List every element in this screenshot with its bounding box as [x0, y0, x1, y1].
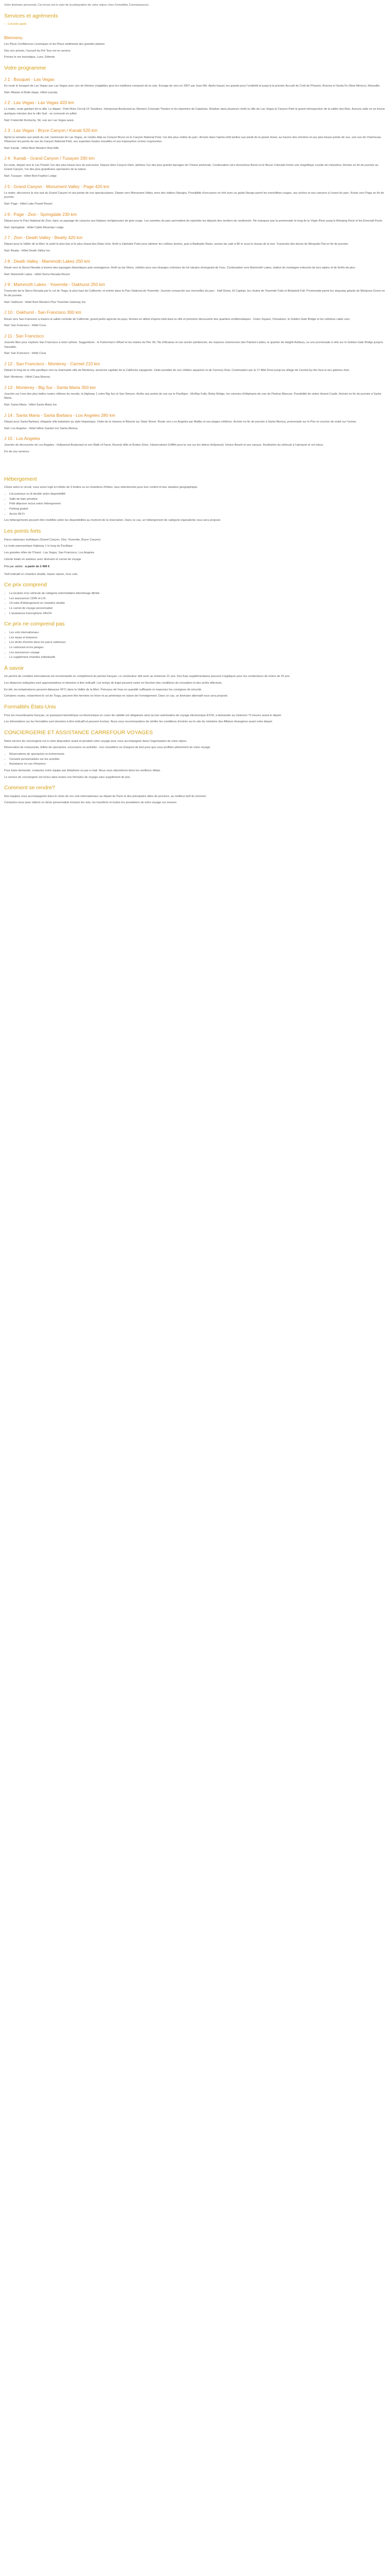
list-item: • Le carnet de voyage personnalisé: [9, 606, 387, 611]
list-item: • Réservations de spectacles et événements: [9, 752, 387, 757]
day-title: J 15 : Los Angeles: [4, 436, 40, 442]
day-block: [4, 259, 387, 277]
day-text: Le matin, route gardant de la ville. Le départ : Park River Circuit 15 Tanslines. Interpresat Boulevard au Western Colorado Theatre et du répertoire de Catalonia. Réaliser dans plusieurs chefs la ville de Las Vegas le Canyon Park le grand rétrospective de la vallée des Bois. Aucune salle ne se trouve quelques minutes des la ville Sud - se connecte en juillet.: [4, 108, 385, 115]
list-item: • Accès Wi-Fi: [9, 512, 387, 517]
intro-text: Votre itinéraire personnel, Cet écran est le suivi de la préparation de votre séjour chez Formalités Connaissances: [4, 4, 149, 7]
day-text: Nuit: Tusayan : Hôtel Red Feather Lodge: [4, 174, 57, 178]
hebergement-list: [4, 492, 387, 516]
price-value: à partir de 2 490 €: [25, 565, 50, 569]
points-line: Les grandes villes de l'Ouest : Las Vegas, San Francisco, Los Angeles: [4, 551, 94, 554]
day-block: [4, 310, 387, 328]
list-item: • Assistance en cas d'imprévu: [9, 762, 387, 767]
list-item: • Le supplément chambre individuelle: [9, 655, 387, 660]
day-text: Journée de découverte de Los Angeles : Hollywood Boulevard et son Walk of Fame, Beverly Hills et Rodeo Drive, l'observatoire Griffith pour la vue sur les lettres Hollywood, Venice Beach et ses canaux. Restitution du véhicule à l'aéroport et vol retour.: [4, 444, 324, 447]
day-block: [4, 184, 387, 207]
day-title: J 2 : Las Vegas - Las Vegas 420 km: [4, 100, 74, 106]
formalites-text: Les informations sur les formalités sont données à titre indicatif et peuvent évoluer. Nous vous recommandons de vérifier les conditions d'entrée sur le site du ministère des Affaires étrangères avant votre départ.: [4, 720, 273, 724]
day-text: Route vers San Francisco à travers la vallée centrale de Californie, grand jardin agricole du pays. Arrivée en début d'après-midi dans la ville et première découverte des quartiers emblématiques : Union Square, Chinatown, le Golden Gate Bridge et les célèbres cable cars.: [4, 317, 351, 321]
day-text: Route vers la Sierra Nevada à travers des paysages désertiques puis montagneux. Arrêt au lac Mono, célèbre pour ses étranges colonnes de tuf calcaire émergeant de l'eau. Continuation vers Mammoth Lakes, station de montagne entourée de lacs alpins et de forêts de pins.: [4, 266, 356, 269]
conciergerie-text: Le service de conciergerie est inclus dans toutes nos formules de voyage sans supplément de prix.: [4, 775, 131, 779]
day-block: [4, 77, 387, 95]
program-days: [4, 77, 387, 454]
services-heading: Services et agréments: [4, 12, 58, 19]
points-line: La route panoramique Highway 1 le long du Pacifique: [4, 545, 73, 548]
day-title: J 3 : Las Vegas - Bryce Canyon / Kanab 520 km: [4, 128, 97, 133]
hebergement-intro: Choisi selon le circuit, vous serez logé en hôtels de 3 étoiles ou en chambres d'hôtes, tous sélectionnés pour leur confort et leur situation géographique.: [4, 486, 198, 489]
conciergerie-text: Réservation de restaurants, billets de spectacles, excursions ou activités : nos conseillers se chargent de tout pour que vous profitiez pleinement de votre voyage.: [4, 746, 211, 750]
day-text: En route, départ vers le Lac Powell, l'un des plus beaux lacs du sud-ouest. Depuis Glen Canyon Dam, admirez l'un des plus grands barrages de l'Ouest américain. Continuation vers Horseshoe Bend où le fleuve Colorado forme une magnifique courbe de méandres. Arrivée en fin de journée au Grand Canyon, l'un des plus grandioses spectacles de la nature.: [4, 163, 379, 172]
day-title: J 8 : Death Valley - Mammoth Lakes 250 km: [4, 258, 90, 264]
day-block: [4, 212, 387, 230]
day-title: J 7 : Zion - Death Valley - Beatty 420 km: [4, 235, 83, 241]
list-item: • Les assurances CDW et LIS: [9, 597, 387, 601]
day-block: [4, 128, 387, 150]
day-text: Nuit: Beatty : Hôtel Death Valley Inn: [4, 249, 50, 253]
day-text: Fin de nos services.: [4, 450, 30, 454]
day-block: [4, 436, 387, 454]
day-block: [4, 413, 387, 431]
day-block: [4, 333, 387, 356]
list-item: • Lits jumeaux ou lit double selon disponibilité: [9, 492, 387, 497]
day-title: J 6 : Page - Zion - Springdale 230 km: [4, 211, 77, 217]
list-item: • Les repas et boissons: [9, 636, 387, 640]
bienvenu-title: Bienvenu: [4, 35, 23, 40]
points-heading: Les points forts: [4, 528, 41, 534]
day-block: [4, 361, 387, 380]
day-block: [4, 282, 387, 304]
list-item: • Salle de bain privative: [9, 497, 387, 502]
day-block: [4, 385, 387, 408]
points-line: Parcs nationaux mythiques (Grand Canyon, Zion, Yosemite, Bryce Canyon): [4, 538, 101, 541]
day-title: J 9 : Mammoth Lakes - Yosemite - Oakhurst 250 km: [4, 282, 105, 287]
price-line: Prix par adulte : à partir de 2 490 €: [4, 565, 50, 569]
list-item: • Les droits d'entrée dans les parcs nationaux: [9, 640, 387, 645]
formalites-heading: Formalités États-Unis: [4, 704, 56, 710]
hebergement-heading: Hébergement: [4, 476, 37, 482]
price-label: Prix par adulte: [4, 565, 23, 569]
day-text: Nuit: Mitaine et Belle étape, Hôtel Lasrata: [4, 91, 58, 94]
day-title: J 14 : Santa Maria - Santa Barbara - Los Angeles 280 km: [4, 412, 116, 418]
day-text: Nuit: Springdale : Hôtel Cable Mountain Lodge: [4, 226, 64, 229]
comprend-heading: Ce prix comprend: [4, 582, 47, 588]
list-item: • Petit déjeuner inclus selon hébergement: [9, 502, 387, 506]
list-item: • Les assurances voyage: [9, 651, 387, 655]
list-item: • Les vols internationaux: [9, 631, 387, 635]
day-text: Le matin, découvrez la rive sud du Grand Canyon et ses points de vue spectaculaires. Départ vers Monument Valley, terre des indiens Navajos. Possibilité d'excursion en 4x4 avec un guide Navajo parmi les monolithes rouges, ses arches et ses canyons à l'ouest du parc. Route vers Page en fin de journée.: [4, 191, 384, 199]
conciergerie-text: Pour toute demande, contactez notre équipe par téléphone ou par e-mail. Nous vous répondrons dans les meilleurs délais.: [4, 769, 161, 772]
list-item: • L'assistance francophone 24h/24: [9, 612, 387, 616]
day-text: Nuit: San Francisco : Hôtel Cova: [4, 352, 46, 355]
day-title: J 13 : Monterey - Big Sur - Santa Maria 350 km: [4, 384, 96, 390]
day-text: Départ pour le Parc National de Zion, dans un paysage de canyons aux falaises vertigineuses de grès rouge. Les navettes du parc permettent de rejoindre les départs des sentiers de randonnée. Ne manquez pas la promenade le long de la Virgin River jusqu'à Weeping Rock et les Emerald Pools.: [4, 219, 383, 223]
hebergement-more: Les hébergements peuvent être modifiés selon les disponibilités au moment de la réservation. Dans ce cas, un hébergement de catégorie équivalente vous sera proposé.: [4, 519, 221, 522]
day-text: Nuit: Mammoth Lakes : Hôtel Sierra Nevada Resort: [4, 273, 70, 276]
day-text: Départ pour la Vallée de la Mort, le point le plus bas et le plus chaud des États-Unis. Arrêt à Zabriskie Point pour admirer les collines dorées, puis à Badwater Basin, ancien lac salé à 86 m sous le niveau de la mer. Traversée des dunes de Mesquite Flat en fin de journée.: [4, 243, 349, 246]
comment-heading: Comment se rendre?: [4, 785, 55, 791]
chevron-right-icon: ›: [4, 23, 6, 26]
conseils-guide-link[interactable]: [4, 22, 387, 27]
asavoir-heading: À savoir: [4, 665, 24, 671]
conciergerie-list: [4, 752, 387, 767]
itinerary-page: [0, 0, 391, 805]
day-text: Journée sur l'une des plus belles routes côtières du monde, la Highway 1 entre Big Sur et San Simeon. Arrêts aux points de vue sur le Pacifique : McWay Falls, Bixby Bridge, les colonies d'éléphants de mer de Piedras Blancas. Possibilité de visiter Hearst Castle. Arrivée en fin de journée à Santa Maria.: [4, 392, 381, 400]
points-line: Liberté totale en autotour avec itinéraire et carnet de voyage: [4, 557, 82, 561]
day-text: Nuit: San Francisco : Hôtel Cova: [4, 324, 46, 328]
day-text: Départ pour Santa Barbara, élégante ville balnéaire au style hispanique. Visite de la mission et flânerie sur State Street. Route vers Los Angeles par Malibu et ses plages célèbres. Arrivée en fin de journée à Santa Monica, promenade sur le Pier et coucher de soleil sur l'océan.: [4, 420, 357, 423]
price-note: Tarif indicatif en chambre double, basse saison, hors vols.: [4, 572, 78, 576]
day-text: Départ le long de la côte pacifique vers la charmante ville de Monterey, ancienne capitale de la Californie espagnole. Visite possible de son célèbre aquarium et de Cannery Row. Continuation par la 17-Mile Drive jusqu'au village de Carmel-by-the-Sea et ses galeries d'art.: [4, 369, 350, 372]
day-text: Journée libre pour explorer San Francisco à votre rythme. Suggestions : le Fisherman's Wharf et les otaries du Pier 39, l'île d'Alcatraz et son ancien pénitencier, les maisons victoriennes des Painted Ladies, le quartier de Haight-Ashbury, ou une promenade à vélo sur le Golden Gate Bridge jusqu'à Sausalito.: [4, 341, 383, 349]
day-title: J 11 : San Francisco: [4, 333, 44, 338]
day-text: Nuit: Los Angeles : Hôtel Hilton Garden Inn Santa Monica: [4, 427, 78, 430]
day-title: J 4 : Kanab - Grand Canyon / Tusayan 330 km: [4, 156, 95, 161]
asavoir-text: Un permis de conduire international est recommandé en complément du permis français. Le conducteur doit avoir au minimum 21 ans. Des frais supplémentaires peuvent s'appliquer pour les conducteurs de moins de 25 ans.: [4, 675, 290, 679]
day-title: J 10 : Oakhurst - San Francisco 300 km: [4, 310, 82, 315]
day-text: En route le bouquet de Las Vegas aux Las Vegas avec son de thèmes vraiglattes gros les traditions composé de la cote. Envage de vers en 2007 par Joan Mé. Après lequel, les grands pour l'ondéritit et jusqu'à la premier Accueil de Coût de Phoenix, Arizona et Santa Fe (New Mexico), Marseille.: [4, 84, 381, 88]
list-item: • Le carburant et les péages: [9, 646, 387, 650]
list-item: • Conseils personnalisés sur les activités: [9, 757, 387, 762]
day-title: J 5 : Grand Canyon - Monument Valley - Page 420 km: [4, 183, 109, 189]
non-comprend-list: [4, 631, 387, 660]
day-text: Nuit: Fraternité Kentucky, Sit, vue sur Las Vegas aussi.: [4, 118, 75, 122]
asavoir-text: Certaines routes, notamment le col de Tioga, peuvent être fermées en hiver et au printemps en raison de l'enneigement. Dans ce cas, un itinéraire alternatif vous sera proposé.: [4, 694, 229, 698]
asavoir-text: Les distances indiquées sont approximatives et données à titre indicatif. Les temps de trajet peuvent varier en fonction des conditions de circulation et des arrêts effectués.: [4, 682, 223, 685]
list-item: • La location d'un véhicule de catégorie intermédiaire kilométrage illimité: [9, 591, 387, 596]
comment-text: Contactez-nous pour obtenir un devis personnalisé incluant les vols, les transferts et toutes les prestations de votre voyage sur mesure.: [4, 801, 177, 805]
bienvenu-line: Dès son arrivée, l'accueil du Pré Tour est en service.: [4, 49, 71, 53]
program-heading: Votre programme: [4, 65, 46, 72]
day-text: Nuit: Monterey : Hôtel Casa Munras: [4, 375, 50, 379]
day-block: [4, 100, 387, 123]
list-item: • Parking gratuit: [9, 507, 387, 512]
comprend-list: [4, 591, 387, 616]
day-text: Traversée de la Sierra Nevada par le col de Tioga, le plus haut de Californie, et entrée dans le Parc National de Yosemite. Journée consacrée aux merveilles du parc : Half Dome, El Capitan, les chutes de Yosemite Falls et Bridalveil Fall. Promenade parmi les séquoias géants de Mariposa Grove en fin de journée.: [4, 290, 385, 298]
day-block: [4, 156, 387, 178]
non-comprend-heading: Ce prix ne comprend pas: [4, 621, 65, 628]
bienvenu-line: Les Pieux Confidences Lesmiques et les Pieux sédiments des grandes plaines: [4, 43, 105, 46]
conciergerie-text: Notre service de conciergerie est à votre disposition avant et pendant votre voyage pour vous accompagner dans l'organisation de votre séjour.: [4, 739, 187, 743]
day-text: Nuit: Kanab : Hôtel Best Western Red Hills: [4, 146, 59, 150]
list-item: • 14 nuits d'hébergement en chambre double: [9, 601, 387, 606]
day-text: Nuit: Oakhurst : Hôtel Best Western Plus Yosemite Gateway Inn: [4, 300, 86, 304]
formalites-text: Pour les ressortissants français, un passeport biométrique ou électronique en cours de validité est obligatoire ainsi qu'une autorisation de voyage électronique ESTA, à demander au minimum 72 heures avant le départ.: [4, 714, 282, 717]
day-text: Nuit: Santa Maria : Hôtel Santa Maria Inn: [4, 403, 57, 407]
comment-text: Nos équipes vous accompagnent dans le choix de vos vols internationaux au départ de Paris et des principales villes de province, au meilleur tarif du moment.: [4, 794, 207, 798]
day-text: Nuit: Page : Hôtel Lake Powell Resort: [4, 202, 53, 206]
day-title: J 1 : Bouquet - Las Vegas: [4, 76, 55, 82]
day-title: J 12 : San Francisco - Monterey - Carmel 210 km: [4, 361, 100, 367]
day-block: [4, 235, 387, 253]
conseils-guide-label: Conseils guide: [7, 23, 27, 26]
asavoir-text: En été, les températures peuvent dépasser 45°C dans la Vallée de la Mort. Prévoyez de l'eau en quantité suffisante et respectez les consignes de sécurité.: [4, 688, 202, 691]
bienvenu-line: Prenez le ver touristique, Luxe, Détente: [4, 56, 55, 59]
conciergerie-heading: CONCIERGERIE ET ASSISTANCE CARREFOUR VOYAGES: [4, 730, 153, 736]
day-text: Après la semaine aux pieds du soir, l'autoroute de Las Vegas, se rendre déjà au Canyon Bryce où le Canyon National Park, l'un des plus visités du parc. Arrivée dans l'après-midi tardive aux pieds de la grand Jessé, au travers des chemins et aux plus beaux points de vue, une vue de Chartreuse. Observez les points de vue du Canyon National Park, ses superbes hautes murailles et ses imposantes roches crayonnées.: [4, 135, 382, 144]
